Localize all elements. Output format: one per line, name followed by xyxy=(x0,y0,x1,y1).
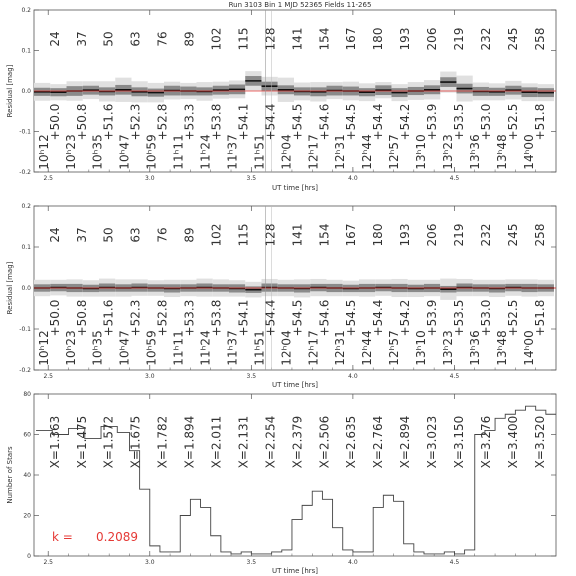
x-tick-label: 4.0 xyxy=(348,559,358,566)
airmass-label: X=3.520 xyxy=(532,415,547,469)
field-number-label: 193 xyxy=(398,27,413,51)
field-number-label: 245 xyxy=(505,27,520,51)
dec-label: +53.9 xyxy=(425,103,440,141)
ra-label: 12ʰ17 xyxy=(306,330,321,366)
x-tick-label: 2.5 xyxy=(43,373,53,380)
airmass-label: X=2.764 xyxy=(371,415,386,469)
x-tick-label: 3.0 xyxy=(145,175,155,182)
airmass-label: X=3.150 xyxy=(452,415,467,469)
airmass-label: X=1.572 xyxy=(101,415,116,469)
ra-label: 13ʰ10 xyxy=(414,134,429,170)
airmass-label: X=2.131 xyxy=(236,415,251,469)
dec-label: +54.4 xyxy=(263,103,278,141)
dec-label: +54.2 xyxy=(398,299,413,337)
field-number-label: 193 xyxy=(398,223,413,247)
dec-label: +51.6 xyxy=(101,299,116,337)
ra-label: 10ʰ12 xyxy=(36,330,51,366)
dec-label: +53.3 xyxy=(182,103,197,141)
chart-title: Run 3103 Bin 1 MJD 52365 Fields 11-265 xyxy=(228,1,372,9)
ra-label: 12ʰ04 xyxy=(279,134,294,170)
x-tick-label: 3.0 xyxy=(145,373,155,380)
dec-label: +54.6 xyxy=(317,103,332,141)
extinction-value: 0.2089 xyxy=(96,530,138,544)
panel-residual-middle xyxy=(6,203,556,389)
ra-label: 11ʰ51 xyxy=(252,134,267,170)
airmass-label: X=3.400 xyxy=(505,415,520,469)
ra-label: 13ʰ48 xyxy=(494,330,509,366)
ra-label: 10ʰ23 xyxy=(63,134,78,170)
airmass-label: X=2.506 xyxy=(317,415,332,469)
field-number-label: 258 xyxy=(532,27,547,51)
field-number-label: 219 xyxy=(452,223,467,247)
x-tick-label: 4.5 xyxy=(449,175,460,182)
y-tick-label: 0.0 xyxy=(21,88,31,95)
y-tick-label: -0.1 xyxy=(19,128,31,136)
dec-label: +52.8 xyxy=(155,299,170,337)
ra-label: 11ʰ11 xyxy=(171,330,186,366)
dec-label: +52.3 xyxy=(128,103,143,141)
y-tick-label: 40 xyxy=(23,472,31,479)
extinction-label: k = xyxy=(52,530,73,544)
y-tick-label: -0.1 xyxy=(19,326,31,333)
field-number-label: 50 xyxy=(101,31,116,47)
field-number-label: 63 xyxy=(128,227,143,243)
panel-number-of-stars xyxy=(6,391,556,575)
ra-label: 11ʰ24 xyxy=(198,330,213,366)
dec-label: +54.4 xyxy=(371,103,386,141)
field-number-label: 50 xyxy=(101,227,116,243)
airmass-label: X=2.379 xyxy=(290,415,305,469)
dec-label: +50.8 xyxy=(74,299,89,337)
field-number-label: 76 xyxy=(155,227,170,243)
ra-label: 12ʰ04 xyxy=(279,330,294,366)
field-number-label: 206 xyxy=(425,27,440,51)
x-tick-label: 3.0 xyxy=(145,559,155,566)
field-number-label: 180 xyxy=(371,223,386,247)
y-tick-label: 60 xyxy=(23,431,31,439)
airmass-label: X=2.635 xyxy=(344,415,359,469)
dec-label: +52.3 xyxy=(128,299,143,337)
field-number-label: 206 xyxy=(425,223,440,247)
x-axis-label: UT time [hrs] xyxy=(271,184,319,192)
dec-label: +54.5 xyxy=(290,103,305,141)
field-number-label: 128 xyxy=(263,27,278,51)
dec-label: +54.5 xyxy=(290,299,305,337)
field-number-label: 89 xyxy=(182,227,197,243)
x-tick-label: 3.5 xyxy=(246,175,257,182)
y-tick-label: 0.2 xyxy=(21,7,31,14)
field-number-label: 102 xyxy=(209,27,224,51)
dec-label: +50.8 xyxy=(74,103,89,141)
dec-label: +51.8 xyxy=(532,103,547,141)
ra-label: 11ʰ37 xyxy=(225,330,240,366)
y-tick-label: 0.1 xyxy=(21,47,31,55)
dec-label: +53.0 xyxy=(478,103,493,141)
dec-label: +54.5 xyxy=(344,103,359,141)
field-number-label: 167 xyxy=(344,27,359,51)
field-number-label: 115 xyxy=(236,27,251,51)
ra-label: 12ʰ44 xyxy=(360,134,375,170)
dec-label: +53.8 xyxy=(209,299,224,337)
x-tick-label: 2.5 xyxy=(43,175,53,182)
x-tick-label: 2.5 xyxy=(43,559,53,566)
x-tick-label: 3.5 xyxy=(246,559,257,566)
airmass-label: X=3.276 xyxy=(478,415,493,469)
airmass-label: X=1.363 xyxy=(47,415,62,469)
field-number-label: 232 xyxy=(478,27,493,51)
dec-label: +53.5 xyxy=(452,103,467,141)
dec-label: +52.5 xyxy=(505,299,520,337)
field-number-label: 63 xyxy=(128,31,143,47)
field-number-label: 37 xyxy=(74,31,89,47)
dec-label: +53.8 xyxy=(209,103,224,141)
x-axis-label: UT time [hrs] xyxy=(271,567,319,575)
ra-label: 10ʰ47 xyxy=(117,134,132,170)
ra-label: 10ʰ35 xyxy=(90,134,105,170)
airmass-label: X=2.254 xyxy=(263,415,278,469)
field-number-label: 115 xyxy=(236,223,251,247)
dec-label: +53.5 xyxy=(452,299,467,337)
ra-label: 13ʰ23 xyxy=(441,134,456,170)
y-tick-label: 80 xyxy=(23,391,31,398)
dec-label: +52.8 xyxy=(155,103,170,141)
ra-label: 10ʰ23 xyxy=(63,330,78,366)
airmass-label: X=1.894 xyxy=(182,415,197,469)
field-number-label: 24 xyxy=(47,227,62,243)
dec-label: +54.2 xyxy=(398,103,413,141)
field-number-label: 24 xyxy=(47,31,62,47)
y-tick-label: 0 xyxy=(27,553,31,560)
dec-label: +54.4 xyxy=(263,299,278,337)
dec-label: +54.6 xyxy=(317,299,332,337)
ra-label: 11ʰ37 xyxy=(225,134,240,170)
ra-label: 13ʰ36 xyxy=(467,330,482,366)
y-tick-label: 20 xyxy=(23,512,31,520)
y-tick-label: 0.1 xyxy=(21,244,31,251)
dec-label: +53.0 xyxy=(478,299,493,337)
y-tick-label: 0.2 xyxy=(21,203,31,210)
field-number-label: 141 xyxy=(290,27,305,51)
airmass-label: X=2.011 xyxy=(209,415,224,469)
x-tick-label: 3.5 xyxy=(246,373,257,380)
airmass-label: X=2.894 xyxy=(398,415,413,469)
x-axis-label: UT time [hrs] xyxy=(271,381,319,389)
ra-label: 12ʰ31 xyxy=(333,134,348,170)
field-number-label: 154 xyxy=(317,223,332,247)
ra-label: 13ʰ23 xyxy=(441,330,456,366)
field-number-label: 141 xyxy=(290,223,305,247)
field-number-label: 245 xyxy=(505,223,520,247)
airmass-label: X=3.023 xyxy=(425,415,440,469)
ra-label: 11ʰ24 xyxy=(198,134,213,170)
ra-label: 12ʰ17 xyxy=(306,134,321,170)
ra-label: 13ʰ10 xyxy=(414,330,429,366)
ra-label: 10ʰ35 xyxy=(90,330,105,366)
field-number-label: 180 xyxy=(371,27,386,51)
y-tick-label: 0.0 xyxy=(21,285,31,292)
field-number-label: 258 xyxy=(532,223,547,247)
ra-label: 11ʰ11 xyxy=(171,134,186,170)
field-number-label: 37 xyxy=(74,227,89,243)
dec-label: +54.1 xyxy=(236,299,251,337)
dec-label: +54.1 xyxy=(236,103,251,141)
x-tick-label: 4.5 xyxy=(449,373,460,380)
x-tick-label: 4.0 xyxy=(348,373,358,380)
field-number-label: 232 xyxy=(478,223,493,247)
field-number-label: 128 xyxy=(263,223,278,247)
ra-label: 10ʰ59 xyxy=(144,134,159,170)
dec-label: +50.0 xyxy=(47,103,62,141)
x-tick-label: 4.0 xyxy=(348,175,358,182)
ra-label: 11ʰ51 xyxy=(252,330,267,366)
dec-label: +50.0 xyxy=(47,299,62,337)
field-number-label: 219 xyxy=(452,27,467,51)
ra-label: 12ʰ31 xyxy=(333,330,348,366)
ra-label: 10ʰ12 xyxy=(36,134,51,170)
field-number-label: 102 xyxy=(209,223,224,247)
dec-label: +54.5 xyxy=(344,299,359,337)
y-axis-label: Residual [mag] xyxy=(6,64,14,118)
ra-label: 13ʰ48 xyxy=(494,134,509,170)
airmass-label: X=1.675 xyxy=(128,415,143,469)
ra-label: 12ʰ44 xyxy=(360,330,375,366)
airmass-label: X=1.782 xyxy=(155,415,170,469)
dec-label: +54.4 xyxy=(371,299,386,337)
y-tick-label: -0.2 xyxy=(19,169,31,176)
dec-label: +53.3 xyxy=(182,299,197,337)
ra-label: 10ʰ47 xyxy=(117,330,132,366)
field-number-label: 89 xyxy=(182,31,197,47)
dec-label: +51.8 xyxy=(532,299,547,337)
ra-label: 14ʰ00 xyxy=(521,330,536,366)
ra-label: 13ʰ36 xyxy=(467,134,482,170)
ra-label: 10ʰ59 xyxy=(144,330,159,366)
y-tick-label: -0.2 xyxy=(19,367,31,374)
dec-label: +51.6 xyxy=(101,103,116,141)
y-axis-label: Number of Stars xyxy=(6,446,14,504)
panel-residual-top xyxy=(6,1,556,192)
field-number-label: 167 xyxy=(344,223,359,247)
field-number-label: 154 xyxy=(317,27,332,51)
field-number-label: 76 xyxy=(155,31,170,47)
ra-label: 12ʰ57 xyxy=(387,330,402,366)
x-tick-label: 4.5 xyxy=(449,559,460,566)
ra-label: 14ʰ00 xyxy=(521,134,536,170)
ra-label: 12ʰ57 xyxy=(387,134,402,170)
y-axis-label: Residual [mag] xyxy=(6,261,14,315)
dec-label: +52.5 xyxy=(505,103,520,141)
dec-label: +53.9 xyxy=(425,299,440,337)
airmass-label: X=1.475 xyxy=(74,415,89,469)
